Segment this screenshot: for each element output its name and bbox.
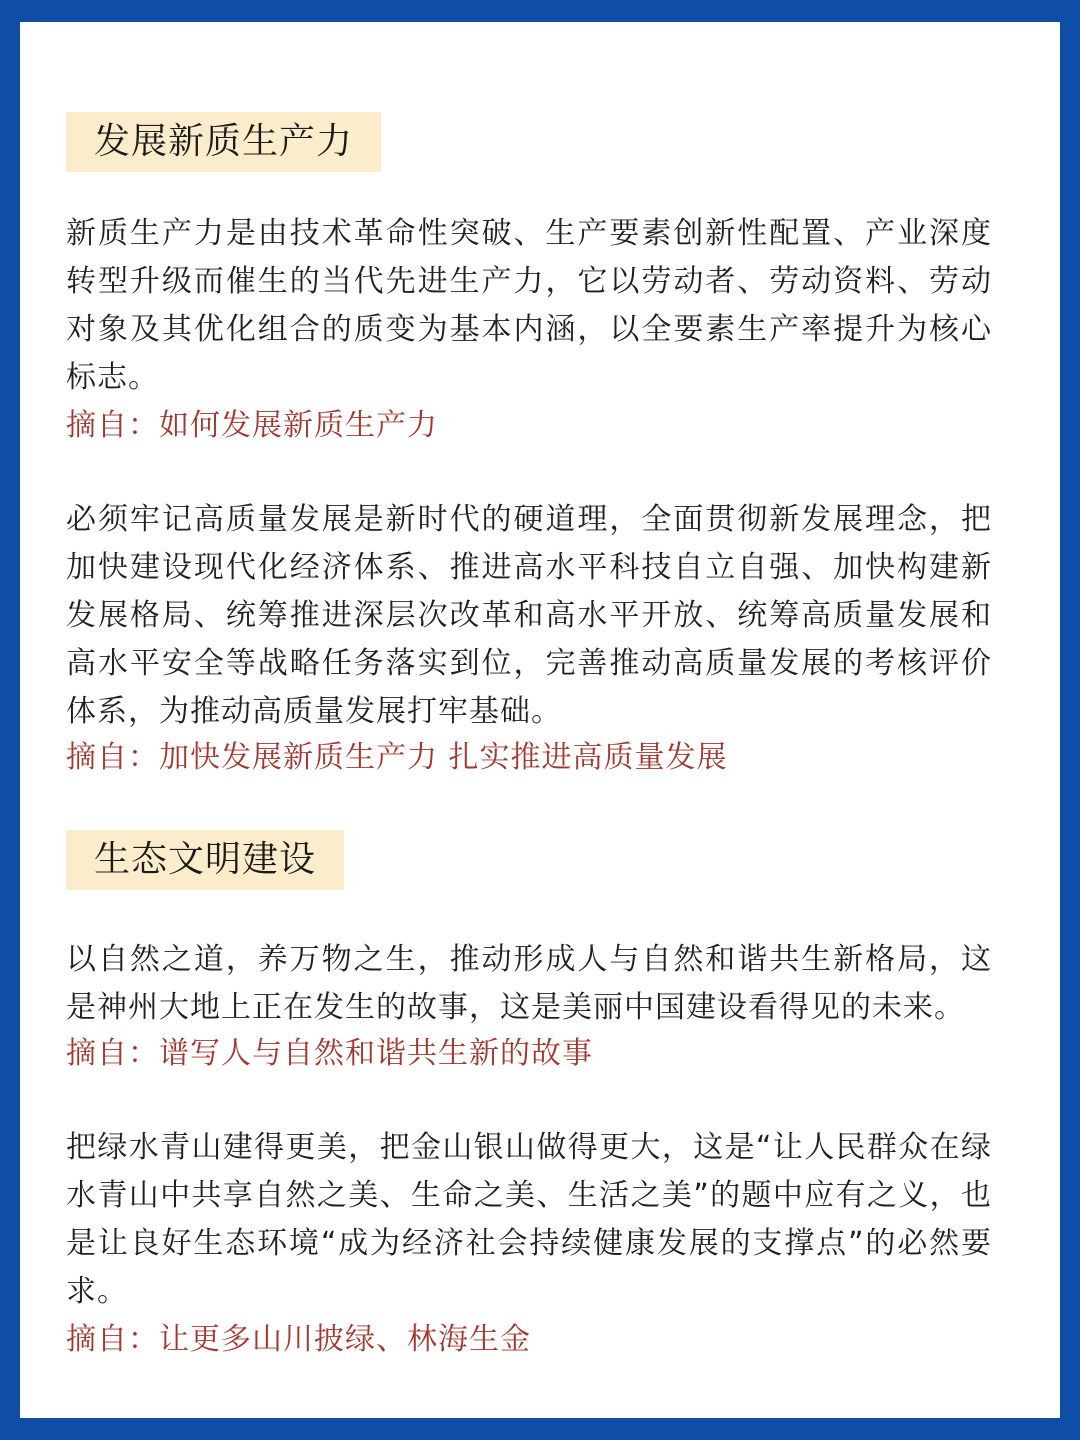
source-new-productivity-1: 摘自：如何发展新质生产力 — [66, 408, 438, 443]
paragraph-new-productivity-1: 新质生产力是由技术革命性突破、生产要素创新性配置、产业深度转型升级而催生的当代先进生产力，它以劳动者、劳动资料、劳动对象及其优化组合的质变为基本内涵，以全要素生产率提升为核心标志。 — [66, 216, 992, 395]
paragraph-ecology-2: 把绿水青山建得更美，把金山银山做得更大，这是“让人民群众在绿水青山中共享自然之美、生命之美、生活之美”的题中应有之义，也是让良好生态环境“成为经济社会持续健康发展的支撑点”的必然要求。 — [66, 1130, 992, 1309]
source-new-productivity-2: 摘自：加快发展新质生产力 扎实推进高质量发展 — [66, 740, 728, 775]
source-ecology-2: 摘自：让更多山川披绿、林海生金 — [66, 1322, 531, 1357]
content-card — [20, 22, 1060, 1418]
section-title-new-productivity: 发展新质生产力 — [66, 112, 381, 172]
paragraph-new-productivity-2: 必须牢记高质量发展是新时代的硬道理，全面贯彻新发展理念，把加快建设现代化经济体系、推进高水平科技自立自强、加快构建新发展格局、统筹推进深层次改革和高水平开放、统筹高质量发展和高水平安全等战略任务落实到位，完善推动高质量发展的考核评价体系，为推动高质量发展打牢基础。 — [66, 502, 992, 729]
section-title-ecology: 生态文明建设 — [66, 830, 344, 890]
paragraph-ecology-1: 以自然之道，养万物之生，推动形成人与自然和谐共生新格局，这是神州大地上正在发生的故事，这是美丽中国建设看得见的未来。 — [66, 942, 992, 1025]
source-ecology-1: 摘自：谱写人与自然和谐共生新的故事 — [66, 1036, 593, 1071]
